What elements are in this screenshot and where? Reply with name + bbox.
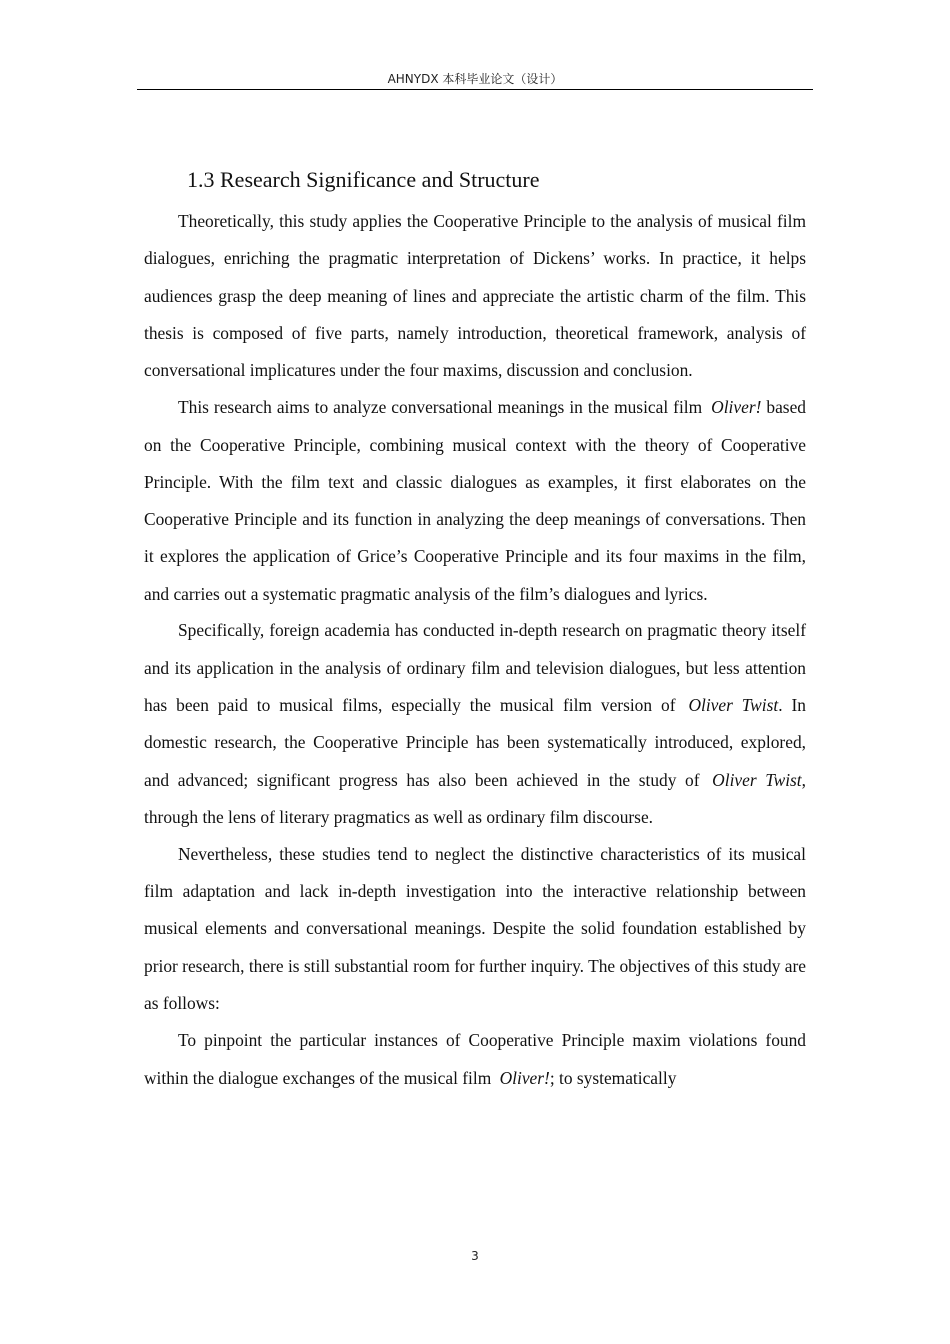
header-rule	[137, 89, 813, 90]
paragraph-text: based on the Cooperative Principle, combining musical context with the theory of Cooperative Principle. With the film text and classic dialogues as examples, it first elaborates on the Cooperative Principle and its function in analyzing the deep meanings of conversations. Then it explores the application of Grice’s Cooperative Principle and its four maxims in the film, and carries out a systematic pragmatic analysis of the film’s dialogues and lyrics.	[144, 397, 806, 604]
paragraph-text: This research aims to analyze conversational meanings in the musical film	[178, 397, 703, 418]
paragraph-text: , through the lens of literary pragmatics as well as ordinary film discourse.	[144, 769, 806, 827]
paragraph-text: To pinpoint the particular instances of Cooperative Principle maxim violations found within the dialogue exchanges of the musical film	[144, 1030, 806, 1088]
paragraph-text: . In domestic research, the Cooperative Principle has been systematically introduced, explored, and advanced; significant progress has also been achieved in the study of	[144, 695, 806, 790]
page-number: 3	[471, 1249, 479, 1263]
paragraph-research-aim	[144, 389, 806, 613]
novel-title: Oliver Twist	[688, 695, 779, 716]
paragraph-literature	[144, 612, 806, 836]
paragraph-objectives	[144, 1022, 806, 1097]
film-title: Oliver!	[499, 1067, 550, 1088]
paragraph-text: Specifically, foreign academia has conducted in-depth research on pragmatic theory itself and its application in the analysis of ordinary film and television dialogues, but less attention has been paid to musical films, especially the musical film version of	[144, 620, 806, 716]
paragraph-text: ; to systematically	[549, 1067, 677, 1088]
paragraph-research-gap: Nevertheless, these studies tend to neglect the distinctive characteristics of its musical film adaptation and lack in-depth investigation into the interactive relationship between musical elements and conversational meanings. Despite the solid foundation established by prior research, there is still substantial room for further inquiry. The objectives of this study are as follows:	[144, 843, 806, 1013]
section-heading: 1.3 Research Significance and Structure	[187, 167, 540, 192]
body-text	[144, 203, 806, 1097]
page-header: AHNYDX 本科毕业论文（设计）	[387, 72, 563, 86]
paragraph-significance: Theoretically, this study applies the Cooperative Principle to the analysis of musical film dialogues, enriching the pragmatic interpretation of Dickens’ works. In practice, it helps audiences grasp the deep meaning of lines and appreciate the artistic charm of the film. This thesis is composed of five parts, namely introduction, theoretical framework, analysis of conversational implicatures under the four maxims, discussion and conclusion.	[144, 211, 806, 381]
novel-title: Oliver Twist	[712, 769, 802, 790]
film-title: Oliver!	[711, 397, 762, 418]
